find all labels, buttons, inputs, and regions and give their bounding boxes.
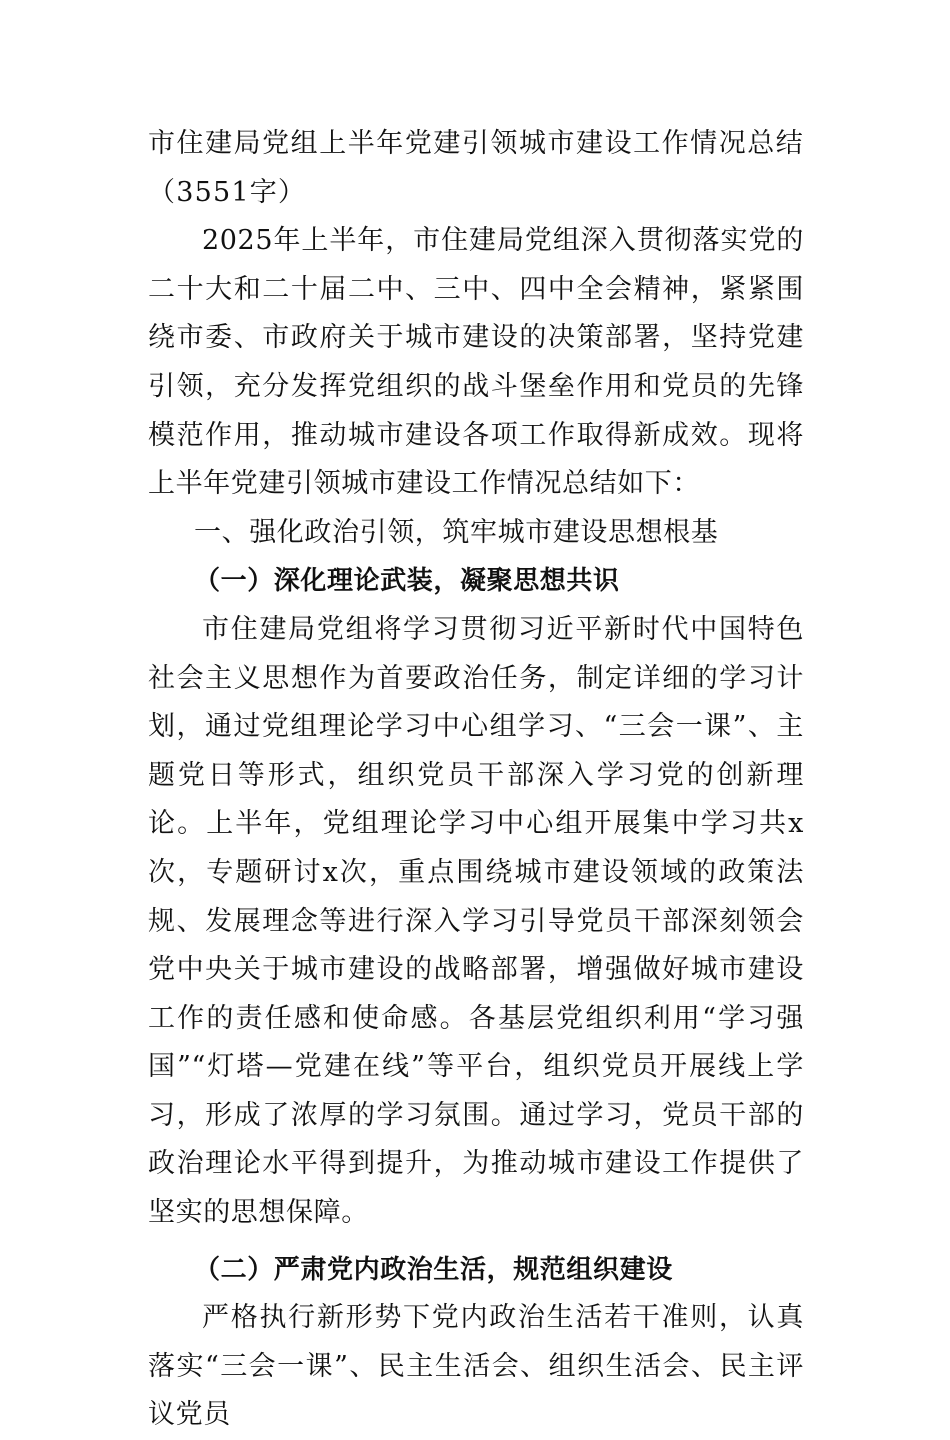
document-body	[148, 120, 804, 1440]
document-title: 市住建局党组上半年党建引领城市建设工作情况总结（3551字）	[148, 128, 804, 208]
subsection-1-heading: （一）深化理论武装，凝聚思想共识	[194, 566, 620, 597]
section-1-heading: 一、强化政治引领，筑牢城市建设思想根基	[194, 516, 719, 548]
subsection-2-paragraph: 严格执行新形势下党内政治生活若干准则，认真落实“三会一课”、民主生活会、组织生活会、民主评议党员	[148, 1302, 804, 1431]
subsection-1-paragraph: 市住建局党组将学习贯彻习近平新时代中国特色社会主义思想作为首要政治任务，制定详细的学习计划，通过党组理论学习中心组学习、“三会一课”、主题党日等形式，组织党员干部深入学习党的创新理论。上半年，党组理论学习中心组开展集中学习共x次，专题研讨x次，重点围绕城市建设领域的政策法规、发展理念等进行深入学习引导党员干部深刻领会党中央关于城市建设的战略部署，增强做好城市建设工作的责任感和使命感。各基层党组织利用“学习强国”“灯塔—党建在线”等平台，组织党员开展线上学习，形成了浓厚的学习氛围。通过学习，党员干部的政治理论水平得到提升，为推动城市建设工作提供了坚实的思想保障。	[148, 613, 804, 1229]
intro-paragraph: 2025年上半年，市住建局党组深入贯彻落实党的二十大和二十届二中、三中、四中全会精神，紧紧围绕市委、市政府关于城市建设的决策部署，坚持党建引领，充分发挥党组织的战斗堡垒作用和党员的先锋模范作用，推动城市建设各项工作取得新成效。现将上半年党建引领城市建设工作情况总结如下：	[148, 225, 804, 500]
subsection-2-heading: （二）严肃党内政治生活，规范组织建设	[194, 1254, 673, 1285]
